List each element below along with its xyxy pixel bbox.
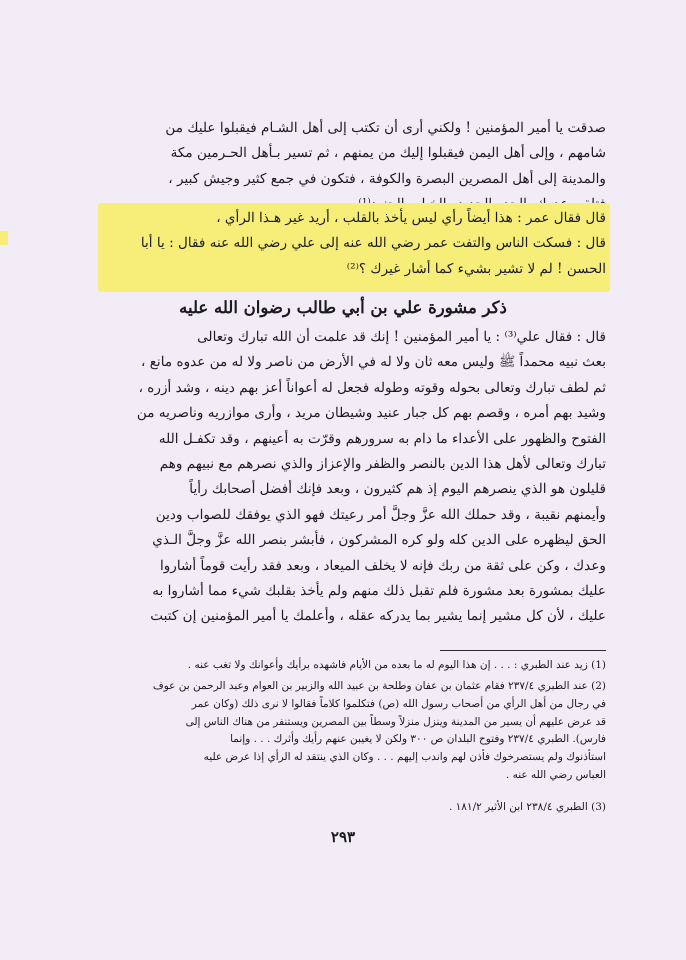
footnote-line: استأذنوك ولم يستصرخوك فأذن لهم واندب إليهم . . . وكان الذي ينتقد له الرأي إذا عرض عليه — [203, 751, 606, 764]
text-line: قليلون هو الذي ينصرهم اليوم إذ هم كثيرون ، وبعد فإنك أفضل أصحابك رأياً — [189, 481, 606, 498]
footnote-line: (2) عند الطبري ٢٣٧/٤ فقام عثمان بن عفان وطلحة بن عبيد الله والزبير بن العوام وعبد الرحمن بن عوف — [152, 680, 606, 692]
text-line: الحسن ! لم لا تشير بشيء كما أشار غيرك ؟⁽²⁾ — [346, 260, 606, 277]
page-number: ٢٩٣ — [330, 828, 356, 846]
text-line: عليك بمشورة بعد مشورة فلم تقبل ذلك منهم ولم يأخذ بقلبك شيء مما أشاروا به — [152, 582, 606, 599]
text-line: وأيمنهم نقيبة ، وقد حملك الله عزَّ وجلَّ أمر رعيتك فهو الذي يوفقك للصواب ودين — [155, 506, 606, 523]
text-line: قال : فقال علي⁽³⁾ : يا أمير المؤمنين ! إنك قد علمت أن الله تبارك وتعالى — [197, 329, 606, 345]
footnote-divider — [440, 650, 606, 651]
text-line: تبارك وتعالى لأهل هذا الدين بالنصر والظفر والإعزاز والذي نصرهم مع نبيهم وهم — [159, 455, 606, 472]
footnote-line: (1) زيد عند الطبري : . . . إن هذا اليوم له ما بعده من الأيام فاشهده برأيك وأعوانك ولا تغب عنه . — [187, 659, 606, 671]
highlight-margin-mark — [0, 231, 8, 245]
text-line: قال فقال عمر : هذا أيضاً رأي ليس يأخذ بالقلب ، أريد غير هـذا الرأي ، — [216, 210, 606, 226]
text-line: والمدينة إلى أهل المصرين البصرة والكوفة ، فتكون في جمع كثير وجيش كبير ، — [168, 170, 606, 187]
text-line: عليك ، لأن كل مشير إنما يشير بما يدركه عقله ، وأعلمك يا أمير المؤمنين إن كتبت — [150, 608, 606, 625]
footnote-line: العباس رضي الله عنه . — [505, 768, 606, 781]
text-line: صدقت يا أمير المؤمنين ! ولكني أرى أن تكتب إلى أهل الشـام فيقبلوا عليك من — [165, 120, 606, 136]
highlighted-passage — [66, 206, 606, 282]
section-heading: ذكر مشورة علي بن أبي طالب رضوان الله عليه — [179, 298, 507, 317]
text-line: الحق ليظهره على الدين كله ولو كره المشركون ، فأبشر بنصر الله عزَّ وجلَّ الـذي — [152, 532, 606, 549]
footnote-3 — [66, 799, 606, 817]
footnote-line: فارس). الطبري ٢٣٧/٤ وفتوح البلدان ص ٣٠٠ ولكن لا يغيبن عنهم رأيك وأثرك . . . وإنما — [230, 733, 606, 746]
footnote-2 — [66, 678, 606, 785]
text-line: بعث نبيه محمداً ﷺ وليس معه ثان ولا له في الأرض من ناصر ولا له من عدوه مانع ، — [140, 354, 606, 371]
footnote-line: قد عرض عليهم أن يسير من المدينة وينزل منزلاً وسطاً بين المصرين ويستنفر من هناك الناس إلى — [185, 715, 606, 728]
text-line: الفتوح والظهور على الأعداء ما دام به سرورهم وقرّت به أعينهم ، وقد تكفـل الله — [158, 430, 606, 447]
text-line: قال : فسكت الناس والتفت عمر رضي الله عنه إلى علي رضي الله عنه فقال : يا أبا — [140, 235, 606, 252]
paragraph-main — [66, 325, 606, 630]
footnote-line: في رجال من أهل الرأي من أصحاب رسول الله (ص) فتكلموا كلاماً فقالوا لا نرى ذلك (وكان عمر — [191, 697, 606, 710]
footnote-line: (3) الطبري ٢٣٨/٤ ابن الأثير ١٨١/٢ . — [448, 801, 606, 813]
text-line: وشيد بهم أمره ، وقصم بهم كل جبار عنيد وشيطان مريد ، وأرى موازريه وناصريه من — [136, 405, 606, 422]
text-line: شامهم ، وإلى أهل اليمن فيقبلوا إليك من يمنهم ، ثم تسير بـأهل الحـرمين مكة — [170, 145, 606, 162]
text-line: ثم لطف تبارك وتعالى بحوله وقوته وطوله فجعل له أعواناً أعز بهم دينه ، وشد أزره ، — [138, 379, 606, 396]
footnote-1 — [66, 657, 606, 675]
text-line: وعدك ، وكن على ثقة من ربك فإنه لا يخلف الميعاد ، وبعد فقد رأيت قوماً أشاروا — [159, 557, 606, 574]
